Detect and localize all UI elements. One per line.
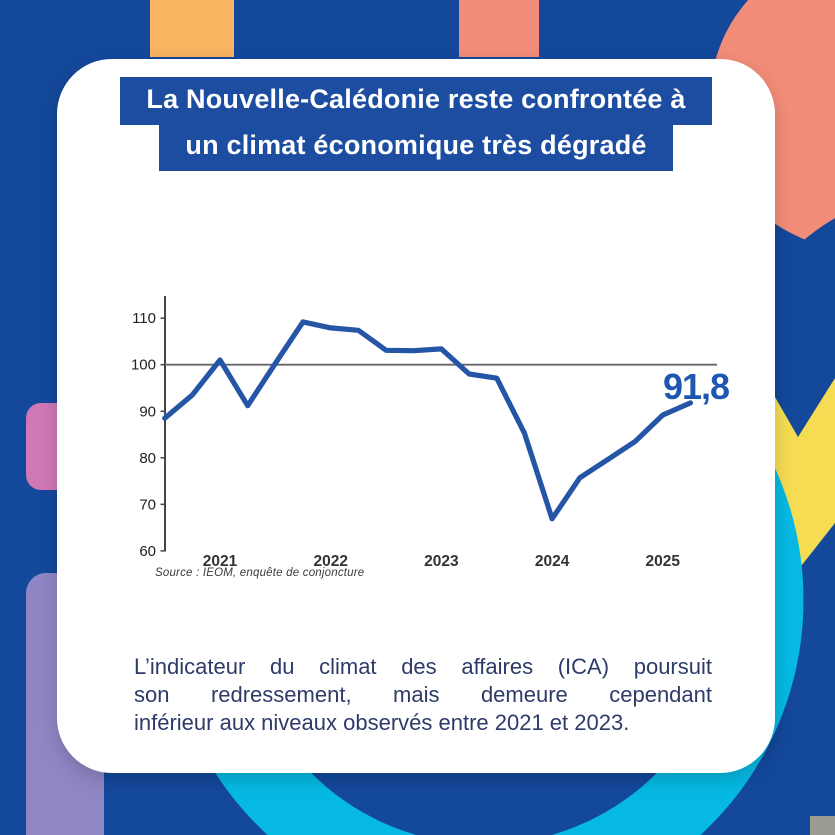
chart-area: [130, 290, 750, 602]
ica-line-chart: [130, 290, 750, 602]
decor-orange-bar: [150, 0, 234, 57]
x-tick-label: 2024: [534, 553, 570, 570]
y-tick-label: 80: [139, 449, 156, 467]
y-tick-label: 110: [132, 310, 156, 328]
decor-gray-square: [810, 816, 835, 835]
content-card: [57, 59, 775, 773]
source-note: Source : IEOM, enquête de conjoncture: [155, 567, 365, 579]
body-line: L’indicateur du climat des affaires (ICA) poursuit: [134, 654, 712, 679]
y-tick-label: 100: [130, 356, 156, 374]
y-tick-label: 90: [139, 403, 156, 421]
title-line-1: La Nouvelle-Calédonie reste confrontée à: [120, 77, 711, 125]
x-tick-label: 2022: [313, 553, 348, 570]
latest-value-label: 91,8: [662, 366, 730, 407]
title-banner: [57, 77, 775, 171]
y-tick-label: 70: [139, 496, 156, 514]
ica-series-line: [165, 322, 691, 519]
title-line-2: un climat économique très dégradé: [159, 123, 672, 171]
body-paragraph: [134, 653, 712, 737]
x-tick-label: 2023: [424, 553, 459, 570]
x-tick-label: 2021: [202, 553, 238, 570]
x-tick-label: 2025: [645, 553, 681, 570]
body-line: son redressement, mais demeure cependant: [134, 682, 712, 708]
y-tick-label: 60: [139, 542, 156, 560]
body-line: inférieur aux niveaux observés entre 2021 et 2023.: [134, 710, 630, 736]
decor-coral-bar: [459, 0, 539, 57]
